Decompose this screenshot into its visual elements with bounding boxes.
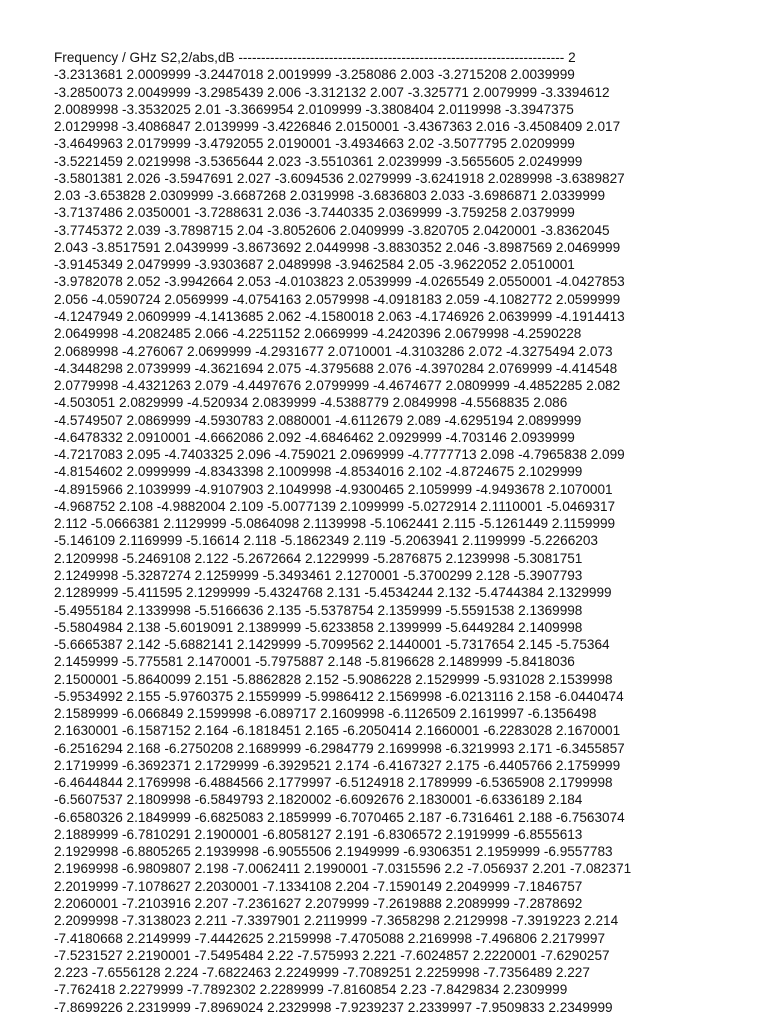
data-line: -6.6580326 2.1849999 -6.6825083 2.1859999 -6.7070465 2.187 -6.7316461 2.188 -6.7563074 [54, 809, 625, 825]
data-line: -3.9782078 2.052 -3.9942664 2.053 -4.0103823 2.0539999 -4.0265549 2.0550001 -4.0427853 [54, 274, 625, 290]
data-line: -4.968752 2.108 -4.9882004 2.109 -5.0077139 2.1099999 -5.0272914 2.1110001 -5.0469317 [54, 498, 616, 514]
data-line: -6.2516294 2.168 -6.2750208 2.1689999 -6.2984779 2.1699998 -6.3219993 2.171 -6.3455857 [54, 740, 625, 756]
data-line: 2.223 -7.6556128 2.224 -7.6822463 2.2249999 -7.7089251 2.2259998 -7.7356489 2.227 [54, 965, 590, 981]
data-line: 2.1630001 -6.1587152 2.164 -6.1818451 2.165 -6.2050414 2.1660001 -6.2283028 2.1670001 [54, 723, 621, 739]
data-line: -4.8154602 2.0999999 -4.8343398 2.1009998 -4.8534016 2.102 -4.8724675 2.1029999 [54, 464, 583, 480]
data-line: 2.1500001 -5.8640099 2.151 -5.8862828 2.152 -5.9086228 2.1529999 -5.931028 2.1539998 [54, 671, 613, 687]
data-line: 2.0689998 -4.276067 2.0699999 -4.2931677 2.0710001 -4.3103286 2.072 -4.3275494 2.073 [54, 343, 613, 359]
data-line: -7.4180668 2.2149999 -7.4442625 2.2159998 -7.4705088 2.2169998 -7.496806 2.2179997 [54, 930, 606, 946]
data-line: 2.1889999 -6.7810291 2.1900001 -6.8058127 2.191 -6.8306572 2.1919999 -6.8555613 [54, 826, 583, 842]
data-line: 2.1589999 -6.066849 2.1599998 -6.089717 2.1609998 -6.1126509 2.1619997 -6.1356498 [54, 706, 597, 722]
data-line: -3.2850073 2.0049999 -3.2985439 2.006 -3.312132 2.007 -3.325771 2.0079999 -3.3394612 [54, 84, 610, 100]
data-line: 2.2099998 -7.3138023 2.211 -7.3397901 2.2119999 -7.3658298 2.2129998 -7.3919223 2.214 [54, 913, 619, 929]
data-line: 2.1719999 -6.3692371 2.1729999 -6.3929521 2.174 -6.4167327 2.175 -6.4405766 2.1759999 [54, 757, 621, 773]
data-line: -3.7745372 2.039 -3.7898715 2.04 -3.8052606 2.0409999 -3.820705 2.0420001 -3.8362045 [54, 222, 610, 238]
data-line: 2.1209998 -5.2469108 2.122 -5.2672664 2.1229999 -5.2876875 2.1239998 -5.3081751 [54, 550, 583, 566]
data-line: 2.1249998 -5.3287274 2.1259999 -5.3493461 2.1270001 -5.3700299 2.128 -5.3907793 [54, 567, 583, 583]
data-line: -3.4649963 2.0179999 -3.4792055 2.0190001 -3.4934663 2.02 -3.5077795 2.0209999 [54, 136, 575, 152]
data-line: -5.4955184 2.1339998 -5.5166636 2.135 -5.5378754 2.1359999 -5.5591538 2.1369998 [54, 602, 583, 618]
data-line: -6.4644844 2.1769998 -6.4884566 2.1779997 -6.5124918 2.1789999 -6.5365908 2.1799998 [54, 775, 613, 791]
data-line: 2.1289999 -5.411595 2.1299999 -5.4324768 2.131 -5.4534244 2.132 -5.4744384 2.1329999 [54, 585, 612, 601]
data-line: -5.5804984 2.138 -5.6019091 2.1389999 -5.6233858 2.1399999 -5.6449284 2.1409998 [54, 619, 583, 635]
data-line: 2.0089998 -3.3532025 2.01 -3.3669954 2.0109999 -3.3808404 2.0119998 -3.3947375 [54, 101, 574, 117]
data-line: -4.503051 2.0829999 -4.520934 2.0839999 -4.5388779 2.0849998 -4.5568835 2.086 [54, 395, 568, 411]
data-line: 2.03 -3.653828 2.0309999 -3.6687268 2.0319998 -3.6836803 2.033 -3.6986871 2.0339999 [54, 188, 606, 204]
data-line: -5.146109 2.1169999 -5.16614 2.118 -5.1862349 2.119 -5.2063941 2.1199999 -5.2266203 [54, 533, 598, 549]
data-line: -7.762418 2.2279999 -7.7892302 2.2289999 -7.8160854 2.23 -7.8429834 2.2309999 [54, 982, 568, 998]
data-line: 2.2019999 -7.1078627 2.2030001 -7.1334108 2.204 -7.1590149 2.2049999 -7.1846757 [54, 878, 583, 894]
data-line: -4.6478332 2.0910001 -4.6662086 2.092 -4.6846462 2.0929999 -4.703146 2.0939999 [54, 429, 575, 445]
data-line: 2.0779998 -4.4321263 2.079 -4.4497676 2.0799999 -4.4674677 2.0809999 -4.4852285 2.082 [54, 378, 621, 394]
data-line: 2.056 -4.0590724 2.0569999 -4.0754163 2.0579998 -4.0918183 2.059 -4.1082772 2.0599999 [54, 291, 621, 307]
data-line: -4.3448298 2.0739999 -4.3621694 2.075 -4.3795688 2.076 -4.3970284 2.0769999 -4.414548 [54, 360, 618, 376]
data-line: -3.9145349 2.0479999 -3.9303687 2.0489998 -3.9462584 2.05 -3.9622052 2.0510001 [54, 257, 575, 273]
data-line: 2.1459999 -5.775581 2.1470001 -5.7975887 2.148 -5.8196628 2.1489999 -5.8418036 [54, 654, 575, 670]
data-line: 2.112 -5.0666381 2.1129999 -5.0864098 2.1139998 -5.1062441 2.115 -5.1261449 2.1159999 [54, 516, 616, 532]
data-line: -4.7217083 2.095 -4.7403325 2.096 -4.759021 2.0969999 -4.7777713 2.098 -4.7965838 2.099 [54, 447, 625, 463]
data-line: -7.5231527 2.2190001 -7.5495484 2.22 -7.575993 2.221 -7.6024857 2.2220001 -7.6290257 [54, 947, 610, 963]
data-line: -5.6665387 2.142 -5.6882141 2.1429999 -5.7099562 2.1440001 -5.7317654 2.145 -5.75364 [54, 637, 610, 653]
data-line: 2.043 -3.8517591 2.0439999 -3.8673692 2.0449998 -3.8830352 2.046 -3.8987569 2.0469999 [54, 239, 621, 255]
data-line: 2.0129998 -3.4086847 2.0139999 -3.4226846 2.0150001 -3.4367363 2.016 -3.4508409 2.017 [54, 119, 621, 135]
data-line: -4.5749507 2.0869999 -4.5930783 2.0880001 -4.6112679 2.089 -4.6295194 2.0899999 [54, 412, 582, 428]
data-line: 2.1969998 -6.9809807 2.198 -7.0062411 2.1990001 -7.0315596 2.2 -7.056937 2.201 -7.082371 [54, 861, 632, 877]
data-line: -6.5607537 2.1809998 -6.5849793 2.1820002 -6.6092676 2.1830001 -6.6336189 2.184 [54, 792, 583, 808]
data-line: -7.8699226 2.2319999 -7.8969024 2.2329998 -7.9239237 2.2339997 -7.9509833 2.2349999 [54, 999, 613, 1015]
data-line: -5.9534992 2.155 -5.9760375 2.1559999 -5.9986412 2.1569998 -6.0213116 2.158 -6.0440474 [54, 688, 624, 704]
data-line: -4.1247949 2.0609999 -4.1413685 2.062 -4.1580018 2.063 -4.1746926 2.0639999 -4.1914413 [54, 308, 625, 324]
data-line: -3.5221459 2.0219998 -3.5365644 2.023 -3.5510361 2.0239999 -3.5655605 2.0249999 [54, 153, 583, 169]
data-line: -4.8915966 2.1039999 -4.9107903 2.1049998 -4.9300465 2.1059999 -4.9493678 2.1070001 [54, 481, 613, 497]
data-line: 2.2060001 -7.2103916 2.207 -7.2361627 2.2079999 -7.2619888 2.2089999 -7.2878692 [54, 896, 583, 912]
data-text-block [54, 49, 734, 1016]
data-line: -3.2313681 2.0009999 -3.2447018 2.0019999 -3.258086 2.003 -3.2715208 2.0039999 [54, 67, 575, 83]
data-line: 2.1929998 -6.8805265 2.1939998 -6.9055506 2.1949999 -6.9306351 2.1959999 -6.9557783 [54, 844, 613, 860]
header-line: Frequency / GHz S2,2/abs,dB ------------------------------------------------------------------------ 2 [54, 50, 576, 65]
data-line: 2.0649998 -4.2082485 2.066 -4.2251152 2.0669999 -4.2420396 2.0679998 -4.2590228 [54, 326, 582, 342]
data-line: -3.5801381 2.026 -3.5947691 2.027 -3.6094536 2.0279999 -3.6241918 2.0289998 -3.6389827 [54, 170, 625, 186]
data-line: -3.7137486 2.0350001 -3.7288631 2.036 -3.7440335 2.0369999 -3.759258 2.0379999 [54, 205, 575, 221]
